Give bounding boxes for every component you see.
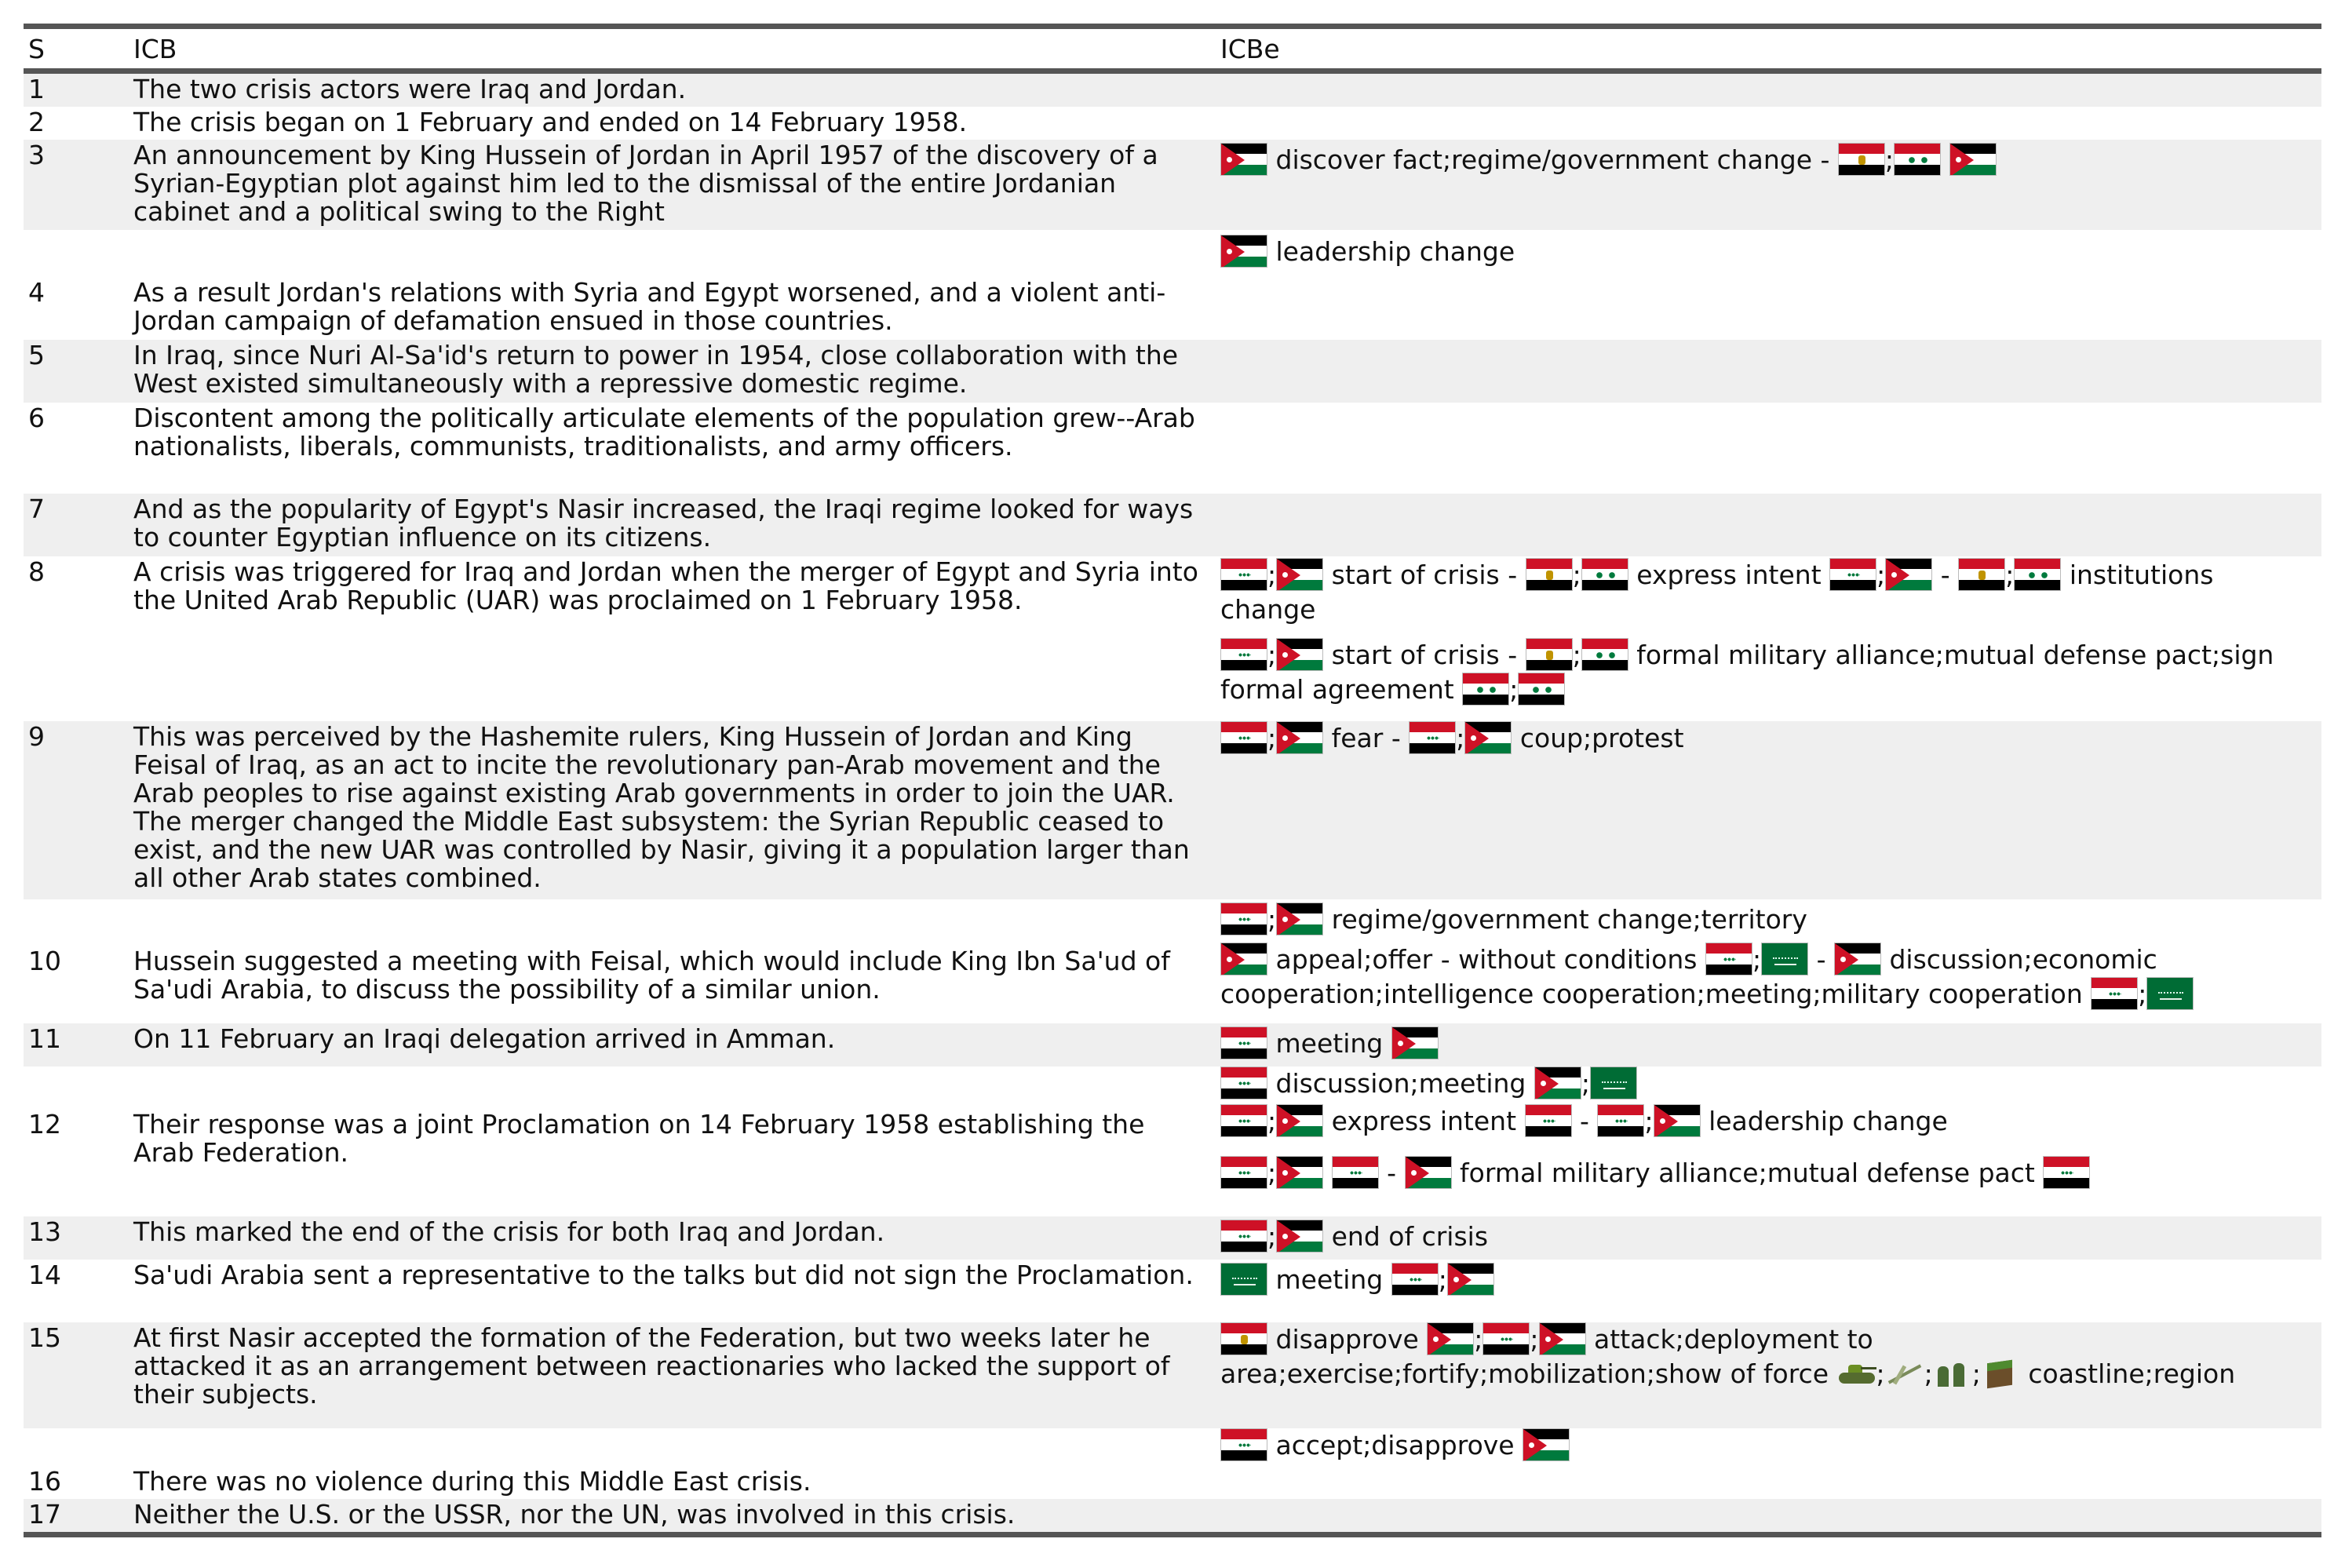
sentence-number: 1: [28, 74, 45, 104]
icbe-event: [1220, 1263, 2306, 1297]
iraq-flag-icon: [1220, 1220, 1267, 1253]
event-text: disapprove: [1275, 1324, 1419, 1355]
event-text: formal military alliance;mutual defense pact;sign formal agreement: [1220, 640, 2274, 705]
icbe-event: [1220, 1104, 2306, 1139]
icb-text: This was perceived by the Hashemite rulers, King Hussein of Jordan and King Feisal of Iraq, as an act to incite the revolutionary pan-Arab movement and the Arab peoples to rise against existing Arab governments in order to join the UAR. The merger changed the Middle East subsystem: the Syrian Republic ceased to exist, and the new UAR was controlled by Nasir, giving it a population larger than all other Arab states combined.: [133, 721, 1190, 893]
event-text: coastline;region: [2028, 1358, 2236, 1389]
icbe-event: [1220, 638, 2306, 707]
icbe-cell: [1220, 1499, 2321, 1532]
iraq-flag-icon: [1409, 721, 1456, 754]
iraq-flag-icon: [1482, 1322, 1530, 1355]
icb-text: An announcement by King Hussein of Jordan in April 1957 of the discovery of a Syrian-Egyptian plot against him led to the dismissal of the entire Jordanian cabinet and a political swing to the Right: [133, 140, 1158, 227]
jordan-flag-icon: [1949, 143, 1997, 176]
icbe-cell: [1220, 1067, 2321, 1216]
jordan-flag-icon: [1276, 1156, 1323, 1189]
sentence-number: 3: [28, 140, 45, 170]
event-text: accept;disapprove: [1275, 1430, 1515, 1460]
separator: ;: [1971, 1358, 1981, 1389]
separator: ;: [1752, 944, 1762, 975]
table-row: [24, 403, 2321, 494]
event-text: start of crisis -: [1331, 640, 1518, 670]
syria-flag-icon: [1518, 673, 1565, 706]
event-text: coup;protest: [1519, 723, 1684, 753]
jordan-flag-icon: [1276, 558, 1323, 591]
separator: ;: [1267, 904, 1277, 935]
separator: ;: [1267, 560, 1277, 590]
iraq-flag-icon: [1220, 1156, 1267, 1189]
iraq-flag-icon: [1220, 721, 1267, 754]
table-row: [24, 1466, 2321, 1499]
table-row: [24, 107, 2321, 140]
iraq-flag-icon: [1220, 903, 1267, 935]
icbe-cell: [1220, 943, 2321, 1023]
sentence-number: 15: [28, 1322, 61, 1353]
separator: ;: [1267, 723, 1277, 753]
table-row: [24, 556, 2321, 721]
icbe-cell: [1220, 494, 2321, 556]
sentence-number: 6: [28, 403, 45, 433]
crisis-table: [24, 24, 2321, 1537]
sentence-number: 10: [28, 946, 61, 976]
sentence-number: 16: [28, 1466, 61, 1497]
table-row: [24, 1322, 2321, 1428]
icb-text: A crisis was triggered for Iraq and Jordan when the merger of Egypt and Syria into the United Arab Republic (UAR) was proclaimed on 1 February 1958.: [133, 556, 1198, 615]
icbe-cell: [1220, 1428, 2321, 1466]
table-row: [24, 494, 2321, 556]
tank-icon: [1837, 1357, 1876, 1390]
icbe-event: [1220, 903, 2306, 937]
table-row: [24, 1428, 2321, 1466]
jordan-flag-icon: [1464, 721, 1512, 754]
table-row: [24, 943, 2321, 1023]
jordan-flag-icon: [1427, 1322, 1474, 1355]
table-row: [24, 1023, 2321, 1067]
separator: ;: [1267, 1158, 1277, 1188]
syria-flag-icon: [2014, 558, 2061, 591]
icb-text: Neither the U.S. or the USSR, nor the UN, was involved in this crisis.: [133, 1499, 1016, 1530]
separator: ;: [1644, 1106, 1654, 1136]
icb-text: Sa'udi Arabia sent a representative to the talks but did not sign the Proclamation.: [133, 1260, 1194, 1290]
sentence-number: 11: [28, 1023, 61, 1054]
event-text: leadership change: [1275, 236, 1515, 267]
icb-text: Discontent among the politically articulate elements of the population grew--Arab nationalists, liberals, communists, traditionalists, and army officers.: [133, 403, 1195, 461]
icbe-event: [1220, 558, 2306, 627]
icbe-cell: [1220, 1216, 2321, 1260]
icb-text: As a result Jordan's relations with Syria and Egypt worsened, and a violent anti-Jordan campaign of defamation ensued in those countries.: [133, 277, 1166, 336]
sentence-number: 17: [28, 1499, 61, 1530]
icbe-event: [1220, 1026, 2306, 1061]
icbe-cell: [1220, 340, 2321, 403]
icbe-event: [1220, 143, 2306, 177]
syria-flag-icon: [1581, 638, 1628, 671]
separator: ;: [1438, 1264, 1447, 1295]
separator: ;: [1572, 560, 1581, 590]
separator: ;: [1581, 1068, 1590, 1099]
icbe-cell: [1220, 1260, 2321, 1322]
jordan-flag-icon: [1276, 903, 1323, 935]
jordan-flag-icon: [1276, 1220, 1323, 1253]
iraq-flag-icon: [1220, 638, 1267, 671]
icb-text: The two crisis actors were Iraq and Jordan.: [133, 74, 687, 104]
bottom-rule: [24, 1532, 2321, 1537]
header-s: S: [28, 33, 45, 64]
icb-text: There was no violence during this Middle East crisis.: [133, 1466, 811, 1497]
land-block-icon: [1981, 1357, 2020, 1390]
icb-text: At first Nasir accepted the formation of the Federation, but two weeks later he attacked it as an arrangement between reactionaries who lacked the support of their subjects.: [133, 1322, 1170, 1409]
icbe-event: [1220, 235, 2306, 269]
syria-flag-icon: [1462, 673, 1509, 706]
header-rule: [24, 68, 2321, 74]
sentence-number: 12: [28, 1109, 61, 1140]
egypt-flag-icon: [1838, 143, 1885, 176]
jordan-flag-icon: [1523, 1428, 1570, 1461]
event-text: meeting: [1275, 1264, 1384, 1295]
event-text: discussion;economic cooperation;intelligence cooperation;meeting;military cooperation: [1220, 944, 2157, 1009]
table-row: [24, 140, 2321, 230]
jordan-flag-icon: [1654, 1104, 1701, 1137]
separator: ;: [2005, 560, 2015, 590]
separator: ;: [1474, 1324, 1483, 1355]
separator: ;: [2138, 979, 2147, 1009]
separator: ;: [1572, 640, 1581, 670]
icbe-cell: [1220, 1023, 2321, 1067]
iraq-flag-icon: [1597, 1104, 1644, 1137]
saudi-flag-icon: [1590, 1067, 1637, 1099]
jordan-flag-icon: [1220, 235, 1267, 268]
jordan-flag-icon: [1885, 558, 1932, 591]
iraq-flag-icon: [1220, 558, 1267, 591]
separator: ;: [1267, 1221, 1277, 1252]
jordan-flag-icon: [1834, 943, 1881, 975]
top-rule: [24, 24, 2321, 29]
event-text: -: [1387, 1158, 1397, 1188]
jordan-flag-icon: [1447, 1263, 1494, 1296]
separator: ;: [1884, 144, 1895, 175]
iraq-flag-icon: [1829, 558, 1876, 591]
icbe-cell: [1220, 721, 2321, 899]
separator: ;: [1876, 560, 1886, 590]
egypt-flag-icon: [1526, 558, 1573, 591]
jordan-flag-icon: [1405, 1156, 1452, 1189]
sentence-number: 8: [28, 556, 45, 587]
separator: ;: [1267, 1106, 1277, 1136]
separator: ;: [1530, 1324, 1539, 1355]
event-text: attack;deployment to area;exercise;fortify;mobilization;show of force: [1220, 1324, 1873, 1389]
event-text: -: [1940, 560, 1950, 590]
iraq-flag-icon: [1220, 1428, 1267, 1461]
soldiers-icon: [1933, 1357, 1972, 1390]
iraq-flag-icon: [2091, 977, 2138, 1010]
event-text: -: [1816, 944, 1826, 975]
event-text: leadership change: [1709, 1106, 1948, 1136]
icb-text: This marked the end of the crisis for both Iraq and Jordan.: [133, 1216, 885, 1247]
saudi-flag-icon: [2146, 977, 2194, 1010]
table-row: [24, 277, 2321, 340]
icbe-event: [1220, 1220, 2306, 1254]
iraq-flag-icon: [2043, 1156, 2090, 1189]
jordan-flag-icon: [1391, 1026, 1439, 1059]
jordan-flag-icon: [1276, 721, 1323, 754]
icbe-cell: [1220, 403, 2321, 494]
table-row: [24, 899, 2321, 943]
event-text: discover fact;regime/government change -: [1275, 144, 1830, 175]
saudi-flag-icon: [1220, 1263, 1267, 1296]
icbe-event: [1220, 1428, 2306, 1463]
icbe-event: [1220, 1067, 2306, 1101]
icb-text: On 11 February an Iraqi delegation arrived in Amman.: [133, 1023, 836, 1054]
iraq-flag-icon: [1220, 1104, 1267, 1137]
separator: ;: [1876, 1358, 1885, 1389]
icbe-cell: [1220, 556, 2321, 721]
table-row: [24, 1067, 2321, 1216]
icbe-cell: [1220, 74, 2321, 107]
jordan-flag-icon: [1539, 1322, 1586, 1355]
iraq-flag-icon: [1525, 1104, 1572, 1137]
jordan-flag-icon: [1276, 1104, 1323, 1137]
syria-flag-icon: [1894, 143, 1941, 176]
sentence-number: 9: [28, 721, 45, 752]
icb-text: Hussein suggested a meeting with Feisal, which would include King Ibn Sa'ud of Sa'udi Arabia, to discuss the possibility of a similar union.: [133, 946, 1170, 1005]
event-text: institutions change: [1220, 560, 2214, 625]
event-text: discussion;meeting: [1275, 1068, 1526, 1099]
icbe-event: [1220, 943, 2306, 1012]
event-text: fear -: [1331, 723, 1401, 753]
table-row: [24, 74, 2321, 107]
icbe-event: [1220, 1322, 2306, 1391]
iraq-flag-icon: [1220, 1067, 1267, 1099]
separator: ;: [1456, 723, 1465, 753]
event-text: appeal;offer - without conditions: [1275, 944, 1698, 975]
table-row: [24, 1260, 2321, 1322]
sentence-number: 7: [28, 494, 45, 524]
icbe-cell: [1220, 277, 2321, 340]
event-text: start of crisis -: [1331, 560, 1518, 590]
icbe-event: [1220, 1156, 2306, 1191]
fighter-jet-icon: [1885, 1357, 1924, 1390]
icbe-cell: [1220, 230, 2321, 277]
event-text: formal military alliance;mutual defense pact: [1460, 1158, 2035, 1188]
jordan-flag-icon: [1534, 1067, 1581, 1099]
sentence-number: 5: [28, 340, 45, 370]
icbe-event: [1220, 721, 2306, 756]
icb-text: In Iraq, since Nuri Al-Sa'id's return to power in 1954, close collaboration with the West existed simultaneously with a repressive domestic regime.: [133, 340, 1179, 399]
sentence-number: 13: [28, 1216, 61, 1247]
header-icbe: ICBe: [1220, 33, 1280, 64]
jordan-flag-icon: [1220, 943, 1267, 975]
table-row: [24, 340, 2321, 403]
table-row: [24, 1216, 2321, 1260]
syria-flag-icon: [1581, 558, 1628, 591]
sentence-number: 14: [28, 1260, 61, 1290]
table-row: [24, 1499, 2321, 1532]
jordan-flag-icon: [1220, 143, 1267, 176]
event-text: express intent: [1331, 1106, 1517, 1136]
icb-text: And as the popularity of Egypt's Nasir increased, the Iraqi regime looked for ways to counter Egyptian influence on its citizens.: [133, 494, 1194, 552]
event-text: meeting: [1275, 1028, 1384, 1059]
egypt-flag-icon: [1526, 638, 1573, 671]
table-row: [24, 230, 2321, 277]
icbe-cell: [1220, 107, 2321, 140]
separator: ;: [1509, 674, 1519, 705]
table-header: [24, 29, 2321, 68]
icbe-cell: [1220, 899, 2321, 943]
sentence-number: 4: [28, 277, 45, 308]
icb-text: The crisis began on 1 February and ended on 14 February 1958.: [133, 107, 968, 137]
separator: ;: [1924, 1358, 1933, 1389]
icbe-cell: [1220, 1466, 2321, 1499]
iraq-flag-icon: [1705, 943, 1752, 975]
iraq-flag-icon: [1332, 1156, 1379, 1189]
table-row: [24, 721, 2321, 899]
saudi-flag-icon: [1761, 943, 1808, 975]
iraq-flag-icon: [1391, 1263, 1439, 1296]
event-text: regime/government change;territory: [1331, 904, 1807, 935]
header-icb: ICB: [133, 33, 177, 64]
iraq-flag-icon: [1220, 1026, 1267, 1059]
event-text: express intent: [1636, 560, 1822, 590]
event-text: end of crisis: [1331, 1221, 1489, 1252]
egypt-flag-icon: [1220, 1322, 1267, 1355]
separator: ;: [1267, 640, 1277, 670]
jordan-flag-icon: [1276, 638, 1323, 671]
icb-text: Their response was a joint Proclamation on 14 February 1958 establishing the Arab Federation.: [133, 1109, 1145, 1168]
event-text: -: [1580, 1106, 1589, 1136]
icbe-cell: [1220, 140, 2321, 230]
icbe-cell: [1220, 1322, 2321, 1428]
sentence-number: 2: [28, 107, 45, 137]
egypt-flag-icon: [1958, 558, 2005, 591]
